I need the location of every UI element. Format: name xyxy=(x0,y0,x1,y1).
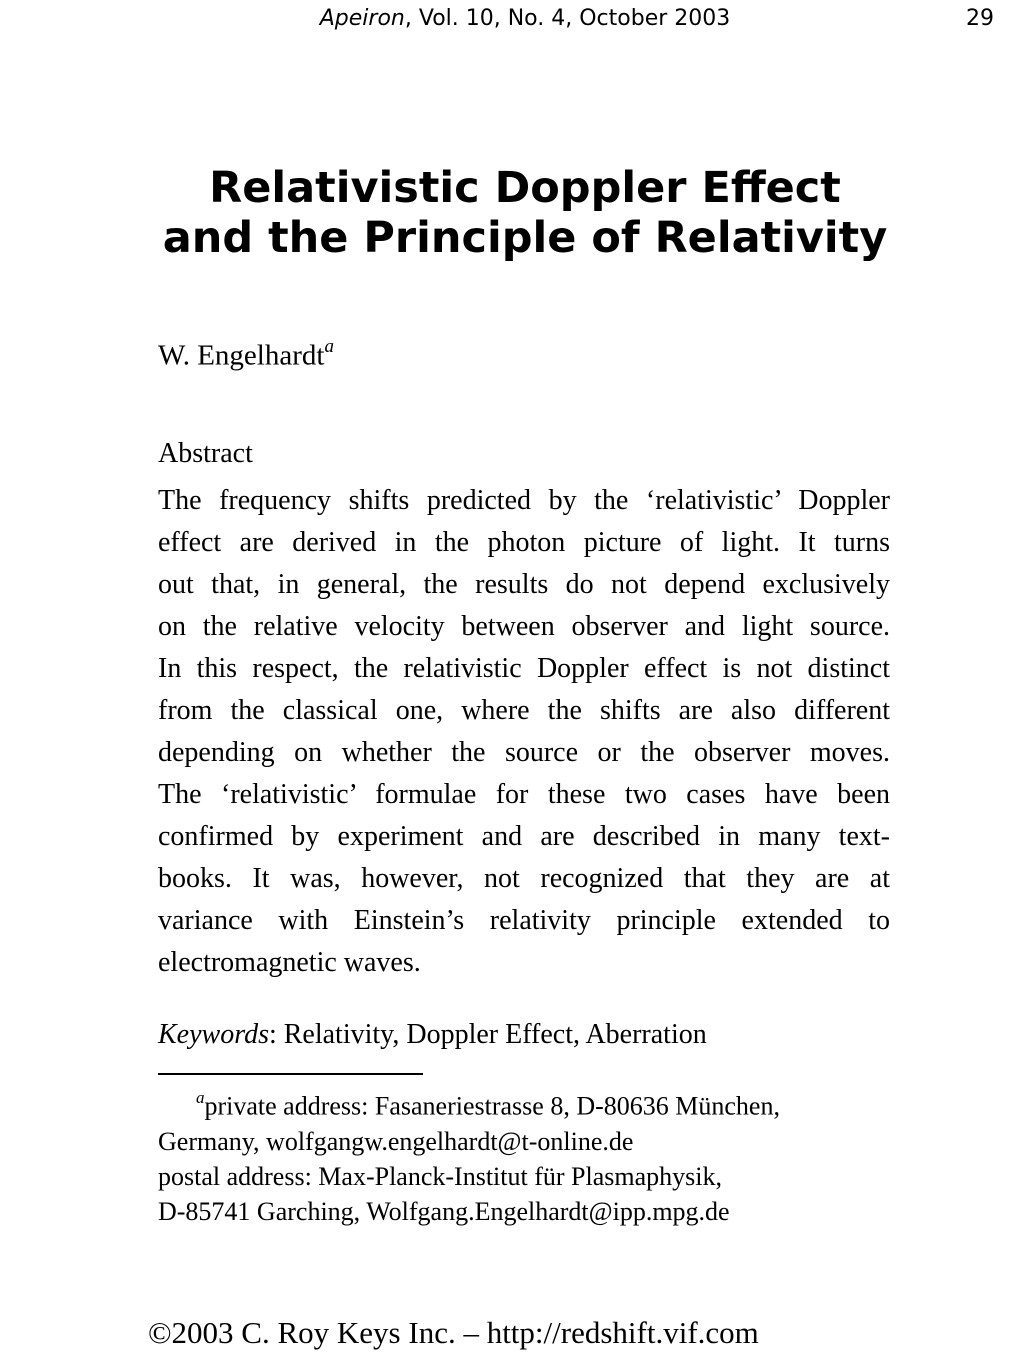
copyright-footer: ©2003 C. Roy Keys Inc. – http://redshift.vif.com xyxy=(148,1315,759,1350)
abstract-line: from the classical one, where the shifts are also different xyxy=(158,695,890,726)
footnote-line xyxy=(158,1082,890,1124)
journal-name: Apeiron xyxy=(319,6,405,31)
abstract-heading: Abstract xyxy=(158,438,253,469)
keywords-values: Relativity, Doppler Effect, Aberration xyxy=(276,1019,707,1050)
footnote-private-address: private address: Fasaneriestrasse 8, D-80636 München, xyxy=(204,1091,780,1121)
abstract-line: depending on whether the source or the observer moves. xyxy=(158,737,890,768)
footnote-mark: a xyxy=(196,1088,205,1107)
footnote-line: D-85741 Garching, Wolfgang.Engelhardt@ipp.mpg.de xyxy=(158,1196,730,1226)
abstract-line: variance with Einstein’s relativity principle extended to xyxy=(158,905,890,936)
abstract-line: The ‘relativistic’ formulae for these two cases have been xyxy=(158,779,890,810)
author xyxy=(158,338,334,373)
paper-title xyxy=(0,163,1020,263)
keywords xyxy=(158,1019,707,1051)
abstract-body xyxy=(158,480,890,984)
page-number: 29 xyxy=(966,6,994,31)
affiliation-mark: a xyxy=(324,336,334,357)
abstract-line: effect are derived in the photon picture of light. It turns xyxy=(158,527,890,558)
footnote-rule xyxy=(158,1073,423,1075)
abstract-line: out that, in general, the results do not depend exclusively xyxy=(158,569,890,600)
journal-citation xyxy=(0,6,1020,31)
footnote-line: postal address: Max-Planck-Institut für Plasmaphysik, xyxy=(158,1161,722,1191)
footnote-line: Germany, wolfgangw.engelhardt@t-online.de xyxy=(158,1126,634,1156)
running-header xyxy=(0,6,1020,38)
title-line-1: Relativistic Doppler Effect xyxy=(209,163,841,213)
abstract-line: on the relative velocity between observer and light source. xyxy=(158,611,890,642)
footnote xyxy=(158,1082,890,1229)
author-name: W. Engelhardt xyxy=(158,339,325,372)
keywords-separator: : xyxy=(268,1019,277,1050)
abstract-line: electromagnetic waves. xyxy=(158,947,421,978)
abstract-line: confirmed by experiment and are described in many text- xyxy=(158,821,890,852)
abstract-line: The frequency shifts predicted by the ‘relativistic’ Doppler xyxy=(158,485,890,516)
keywords-label: Keywords xyxy=(158,1019,269,1050)
abstract-line: books. It was, however, not recognized that they are at xyxy=(158,863,890,894)
title-line-2: and the Principle of Relativity xyxy=(162,213,888,263)
abstract-line: In this respect, the relativistic Doppler effect is not distinct xyxy=(158,653,890,684)
journal-issue: , Vol. 10, No. 4, October 2003 xyxy=(404,6,731,31)
